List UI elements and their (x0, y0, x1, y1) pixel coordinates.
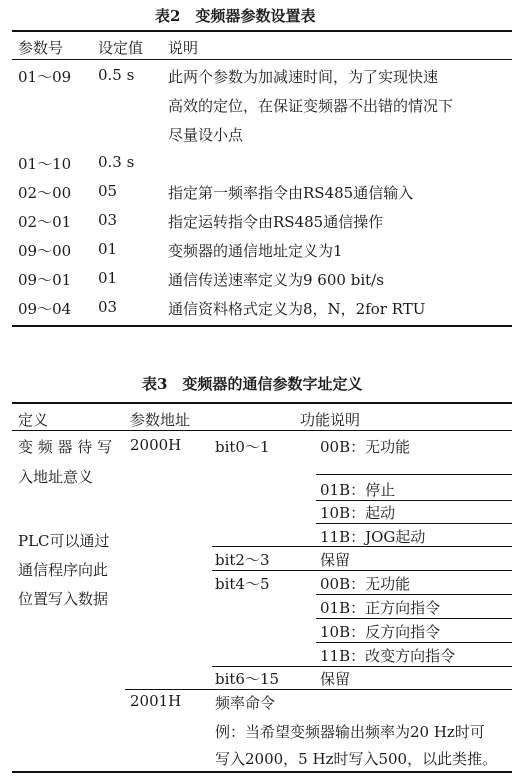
bit-option: 11B：改变方向指令 (320, 647, 456, 665)
param-number: 02～01 (18, 213, 72, 231)
definition-line: 位置写入数据 (18, 590, 109, 608)
param-value: 01 (98, 240, 118, 258)
param-number: 09～00 (18, 242, 72, 260)
bit-option: 10B：起动 (320, 504, 396, 522)
definition-line: 变 频 器 待 写 (18, 438, 113, 456)
table2-header-param: 参数号 (18, 39, 64, 57)
definition-line: PLC可以通过 (18, 532, 110, 550)
row-divider (316, 474, 512, 475)
bit-option: 00B：无功能 (320, 575, 411, 593)
row-divider (316, 500, 512, 501)
table2-title: 表2 变频器参数设置表 (155, 7, 316, 25)
param-number: 01～09 (18, 68, 72, 86)
definition-line: 通信程序向此 (18, 561, 109, 579)
freq-command: 频率命令 (215, 694, 276, 712)
param-value: 0.5 s (98, 66, 135, 84)
table2-top-rule (12, 30, 512, 32)
bit-option: 10B：反方向指令 (320, 623, 441, 641)
row-divider (125, 689, 512, 690)
param-desc: 指定运转指令由RS485通信操作 (168, 213, 384, 231)
param-number: 01～10 (18, 155, 72, 173)
table2-header-desc: 说明 (168, 39, 199, 57)
table2-header-rule (12, 59, 512, 60)
bit-option: 01B：正方向指令 (320, 599, 441, 617)
example-line: 写入2000，5 Hz时写入500，以此类推。 (215, 750, 498, 768)
param-value: 01 (98, 269, 118, 287)
row-divider (212, 666, 512, 667)
example-line: 例：当希望变频器输出频率为20 Hz时可 (215, 723, 485, 741)
param-value: 03 (98, 211, 118, 229)
bit-range: bit4～5 (215, 575, 270, 593)
table2-bottom-rule (12, 325, 512, 327)
table3-header-func: 功能说明 (300, 411, 361, 429)
bit-range: bit2～3 (215, 551, 270, 569)
param-desc: 通信传送速率定义为9 600 bit/s (168, 271, 384, 289)
param-number: 09～04 (18, 300, 72, 318)
definition-line: 入地址意义 (18, 468, 94, 486)
row-divider (316, 642, 512, 643)
param-value: 05 (98, 182, 118, 200)
param-value: 03 (98, 298, 118, 316)
bit-option: 11B：JOG起动 (320, 528, 426, 546)
table3-header-addr: 参数地址 (130, 411, 191, 429)
param-desc: 此两个参数为加减速时间，为了实现快速 (168, 68, 439, 86)
address-2001h: 2001H (130, 692, 182, 710)
bit-range: bit6～15 (215, 670, 280, 688)
param-desc: 尽量设小点 (168, 126, 244, 144)
bit-option: 01B：停止 (320, 481, 396, 499)
bit-option: 保留 (320, 670, 351, 688)
param-desc: 高效的定位，在保证变频器不出错的情况下 (168, 97, 454, 115)
row-divider (316, 618, 512, 619)
address-2000h: 2000H (130, 436, 182, 454)
param-desc: 变频器的通信地址定义为1 (168, 242, 343, 260)
param-desc: 指定第一频率指令由RS485通信输入 (168, 184, 414, 202)
bit-option: 00B：无功能 (320, 438, 411, 456)
row-divider (212, 546, 512, 547)
row-divider (212, 570, 512, 571)
param-value: 0.3 s (98, 153, 135, 171)
bit-range: bit0～1 (215, 438, 270, 456)
table3-header-rule (12, 430, 512, 431)
bit-option: 保留 (320, 551, 351, 569)
table3-top-rule (12, 402, 512, 404)
row-divider (316, 523, 512, 524)
table2-header-value: 设定值 (98, 39, 144, 57)
param-desc: 通信资料格式定义为8，N，2for RTU (168, 300, 426, 318)
table3-bottom-rule (12, 771, 512, 773)
param-number: 02～00 (18, 184, 72, 202)
table3-header-def: 定义 (18, 411, 49, 429)
table3-title: 表3 变频器的通信参数字址定义 (142, 375, 363, 393)
param-number: 09～01 (18, 271, 72, 289)
row-divider (316, 594, 512, 595)
